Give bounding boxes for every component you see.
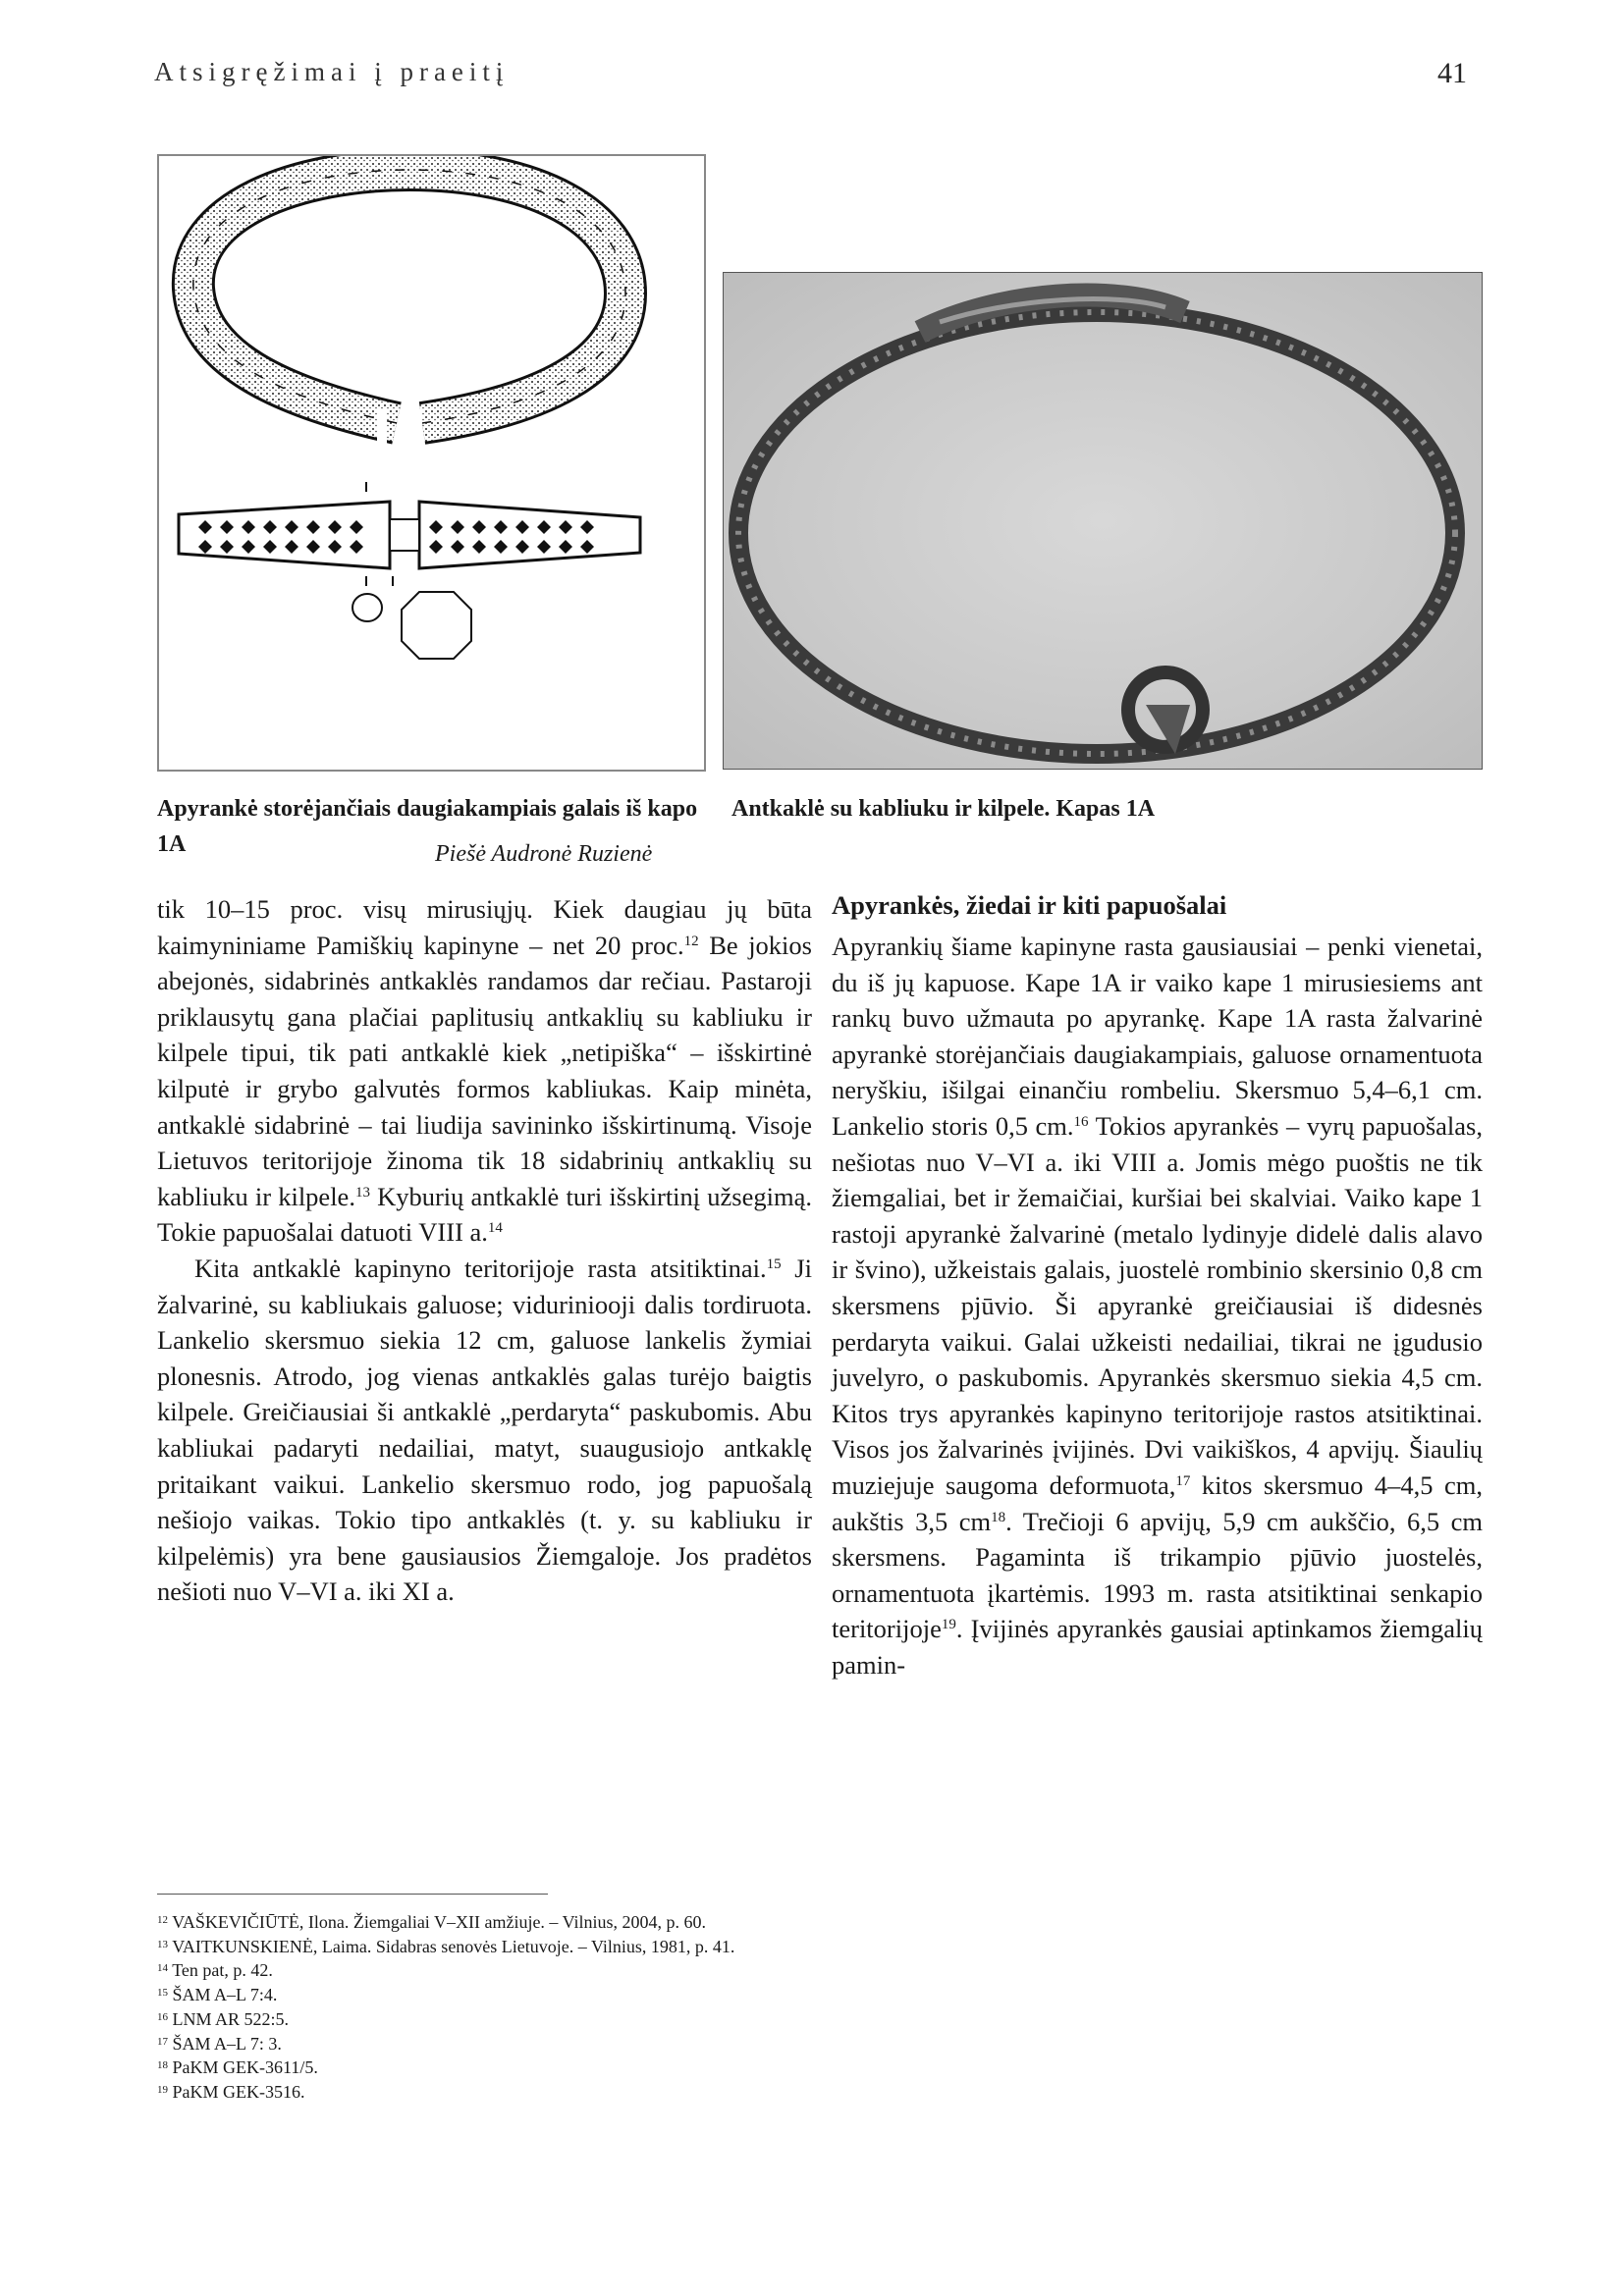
section-heading: Apyrankės, žiedai ir kiti papuošalai bbox=[832, 890, 1227, 920]
footnote-number: 16 bbox=[157, 2010, 168, 2023]
body-text: . Įvijinės apyrankės gausiai aptinkamos žiemgalių pamin- bbox=[832, 1614, 1483, 1680]
footnote-divider bbox=[157, 1894, 548, 1895]
left-column bbox=[157, 891, 812, 1610]
footnote-ref[interactable]: 14 bbox=[487, 1220, 503, 1237]
footnote-ref[interactable]: 15 bbox=[766, 1255, 782, 1272]
body-text: Be jokios abejonės, sidabrinės antkaklės randamos dar rečiau. Pastaroji priklausytų gana plačiai paplitusių antkaklių su kabliuku ir kilpele tipui, tik pati antkaklė kiek „netipiška“ – išskirtinė kilputė ir grybo galvutės formos kabliukas. Kaip minėta, antkaklė sidabrinė – tai liudija savininko išskirtinumą. Visoje Lietuvos teritorijoje žinoma tik 18 sidabrinių antkaklių su kabliuku ir kilpele. bbox=[157, 930, 812, 1211]
footnote bbox=[157, 1958, 734, 1983]
footnote-number: 18 bbox=[157, 2059, 168, 2072]
body-text: Apyrankių šiame kapinyne rasta gausiausiai – penki vienetai, du iš jų kapuose. Kape 1A ir vaiko kape 1 mirusiesiems ant rankų buvo užmauta po apyrankę. Kape 1A rasta žalvarinė apyrankė storėjančiais daugiakampiais, galuose ornamentuota neryškiu, išilgai einančiu rombeliu. Skersmuo 5,4–6,1 cm. Lankelio storis 0,5 cm. bbox=[832, 932, 1483, 1141]
footnote bbox=[157, 2080, 734, 2105]
bracelet-drawing-icon bbox=[159, 156, 704, 770]
footnote bbox=[157, 1910, 734, 1935]
footnote-text: VAŠKEVIČIŪTĖ, Ilona. Žiemgaliai V–XII amžiuje. – Vilnius, 2004, p. 60. bbox=[172, 1912, 707, 1932]
footnote bbox=[157, 2056, 734, 2080]
body-text: Kyburių antkaklė turi išskirtinį užsegimą. Tokie papuošalai datuoti VIII a. bbox=[157, 1181, 812, 1248]
footnote bbox=[157, 2007, 734, 2032]
footnote-text: PaKM GEK-3516. bbox=[172, 2081, 305, 2102]
necklace-photo-figure bbox=[723, 272, 1483, 770]
footnote-ref[interactable]: 18 bbox=[991, 1509, 1006, 1525]
right-column bbox=[832, 887, 1483, 1682]
body-text: Tokios apyrankės – vyrų papuošalas, nešiotas nuo V–VI a. iki VIII a. Jomis mėgo puoštis ne tik žiemgaliai, bet ir žemaičiai, kuršiai bei skalviai. Vaiko kape 1 rastoji apyrankė žalvarinė (metalo lydinyje didelė dalis alavo ir švino), užkeistais galais, juostelė rombinio skersinio 0,8 cm skersmens pjūvio. Ši apyrankė greičiausiai iš didesnės perdaryta vaikui. Galai užkeisti nedailiai, tikrai ne įgudusio juvelyro, o paskubomis. Apyrankės skersmuo siekia 4,5 cm. Kitos trys apyrankės kapinyno teritorijoje rastos atsitiktinai. Visos jos žalvarinės įvijinės. Dvi vaikiškos, 4 apvijų. Šiaulių muziejuje saugoma deformuota, bbox=[832, 1110, 1483, 1500]
bracelet-drawing-figure bbox=[157, 154, 706, 772]
footnote-text: ŠAM A–L 7:4. bbox=[172, 1985, 278, 2005]
footnote-ref[interactable]: 16 bbox=[1073, 1113, 1089, 1130]
footnote-text: PaKM GEK-3611/5. bbox=[172, 2057, 318, 2078]
footnote-text: ŠAM A–L 7: 3. bbox=[172, 2033, 282, 2054]
body-text: Kita antkaklė kapinyno teritorijoje rasta atsitiktinai. bbox=[194, 1253, 767, 1283]
footnote-text: Ten pat, p. 42. bbox=[172, 1960, 273, 1981]
footnote bbox=[157, 2032, 734, 2056]
footnote-number: 13 bbox=[157, 1938, 168, 1950]
footnote-ref[interactable]: 13 bbox=[354, 1184, 370, 1201]
footnote bbox=[157, 1935, 734, 1959]
footnote-number: 14 bbox=[157, 1962, 168, 1975]
footnote-number: 15 bbox=[157, 1987, 168, 2000]
paragraph bbox=[832, 929, 1483, 1682]
necklace-photo-icon bbox=[724, 273, 1482, 769]
footnote-number: 12 bbox=[157, 1914, 168, 1926]
body-text: . Trečioji 6 apvijų, 5,9 cm aukščio, 6,5 cm skersmens. Pagaminta iš trikampio pjūvio juostelės, ornamentuota įkartėmis. 1993 m. rasta atsitiktinai senkapio teritorijoje bbox=[832, 1506, 1483, 1644]
page-number: 41 bbox=[1437, 57, 1467, 89]
paragraph bbox=[157, 891, 812, 1251]
footnote bbox=[157, 1983, 734, 2007]
footnote-number: 19 bbox=[157, 2083, 168, 2096]
footnote-ref[interactable]: 12 bbox=[683, 933, 699, 949]
running-head: Atsigręžimai į praeitį bbox=[154, 57, 510, 86]
footnote-text: VAITKUNSKIENĖ, Laima. Sidabras senovės Lietuvoje. – Vilnius, 1981, p. 41. bbox=[172, 1936, 735, 1956]
footnote-number: 17 bbox=[157, 2035, 168, 2048]
body-text: kitos skersmuo 4–4,5 cm, aukštis 3,5 cm bbox=[832, 1469, 1483, 1536]
footnotes bbox=[157, 1910, 734, 2105]
body-text: Ji žalvarinė, su kabliukais galuose; viduriniooji dalis tordiruota. Lankelio skersmuo siekia 12 cm, galuose lankelis žymiai plonesnis. Atrodo, jog vienas antkaklės galas turėjo baigtis kilpele. Greičiausiai ši antkaklė „perdaryta“ paskubomis. Abu kabliukai padaryti nedailiai, matyt, suaugusiojo antkaklę pritaikant vaikui. Lankelio skersmuo rodo, jog papuošalą nešiojo vaikas. Tokio tipo antkaklės (t. y. su kabliuku ir kilpelėmis) yra bene gausiausios Žiemgaloje. Jos pradėtos nešioti nuo V–VI a. iki XI a. bbox=[157, 1253, 812, 1607]
figure-caption-right: Antkaklė su kabliuku ir kilpele. Kapas 1A bbox=[731, 796, 1156, 822]
footnote-text: LNM AR 522:5. bbox=[172, 2008, 290, 2029]
body-text: tik 10–15 proc. visų mirusiųjų. Kiek daugiau jų būta kaimyniniame Pamiškių kapinyne – net 20 proc. bbox=[157, 894, 812, 960]
paragraph bbox=[157, 1251, 812, 1610]
footnote-ref[interactable]: 19 bbox=[941, 1617, 956, 1633]
footnote-ref[interactable]: 17 bbox=[1175, 1472, 1191, 1489]
figure-caption-left: Apyrankė storėjančiais daugiakampiais galais iš kapo 1A bbox=[157, 796, 698, 857]
figure-credit: Piešė Audronė Ruzienė bbox=[435, 841, 653, 867]
